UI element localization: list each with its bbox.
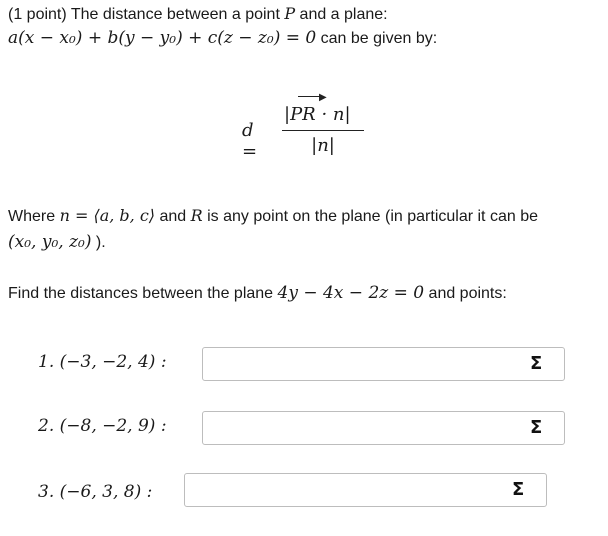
task-plane: 4y − 4x − 2z = 0 bbox=[277, 283, 425, 303]
general-plane-equation: a(x − x₀) + b(y − y₀) + c(z − z₀) = 0 bbox=[8, 28, 317, 48]
where-line-2 bbox=[8, 232, 106, 252]
fraction-bar bbox=[282, 130, 364, 131]
where-prefix: Where bbox=[8, 208, 60, 225]
problem-1-label: 1. (−3, −2, 4) : bbox=[38, 352, 167, 372]
plane-equation-line bbox=[8, 28, 437, 48]
formula-fraction bbox=[282, 92, 364, 156]
intro-prefix: (1 point) The distance between a point bbox=[8, 6, 285, 23]
where-rest: is any point on the plane (in particular it can be bbox=[202, 208, 538, 225]
answer-1-input[interactable] bbox=[202, 347, 565, 381]
base-point: (x₀, y₀, z₀) bbox=[8, 232, 92, 252]
formula-denominator: |n| bbox=[311, 135, 335, 156]
where-line bbox=[8, 206, 538, 226]
where-end: ). bbox=[91, 234, 106, 251]
intro-suffix: and a plane: bbox=[295, 6, 388, 23]
normal-vector-def: n = ⟨a, b, c⟩ bbox=[59, 206, 156, 225]
intro-line bbox=[8, 4, 388, 24]
r-var: R bbox=[190, 206, 203, 225]
task-prefix: Find the distances between the plane bbox=[8, 285, 278, 302]
where-middle: and bbox=[155, 208, 191, 225]
problem-2-label: 2. (−8, −2, 9) : bbox=[38, 416, 167, 436]
point-var: P bbox=[284, 4, 296, 23]
sigma-icon[interactable]: Σ bbox=[530, 417, 543, 438]
task-line bbox=[8, 283, 507, 303]
task-suffix: and points: bbox=[424, 285, 507, 302]
formula-lhs: d = bbox=[242, 120, 258, 162]
plane-equation-suffix: can be given by: bbox=[316, 30, 438, 47]
sigma-icon[interactable]: Σ bbox=[530, 353, 543, 374]
formula-numerator bbox=[282, 92, 364, 128]
problem-3-label: 3. (−6, 3, 8) : bbox=[38, 482, 153, 502]
answer-2-input[interactable] bbox=[202, 411, 565, 445]
numerator-text: |PR · n| bbox=[284, 104, 351, 125]
arrowhead-icon: ▶ bbox=[319, 92, 327, 103]
sigma-icon[interactable]: Σ bbox=[512, 479, 525, 500]
answer-3-input[interactable] bbox=[184, 473, 547, 507]
